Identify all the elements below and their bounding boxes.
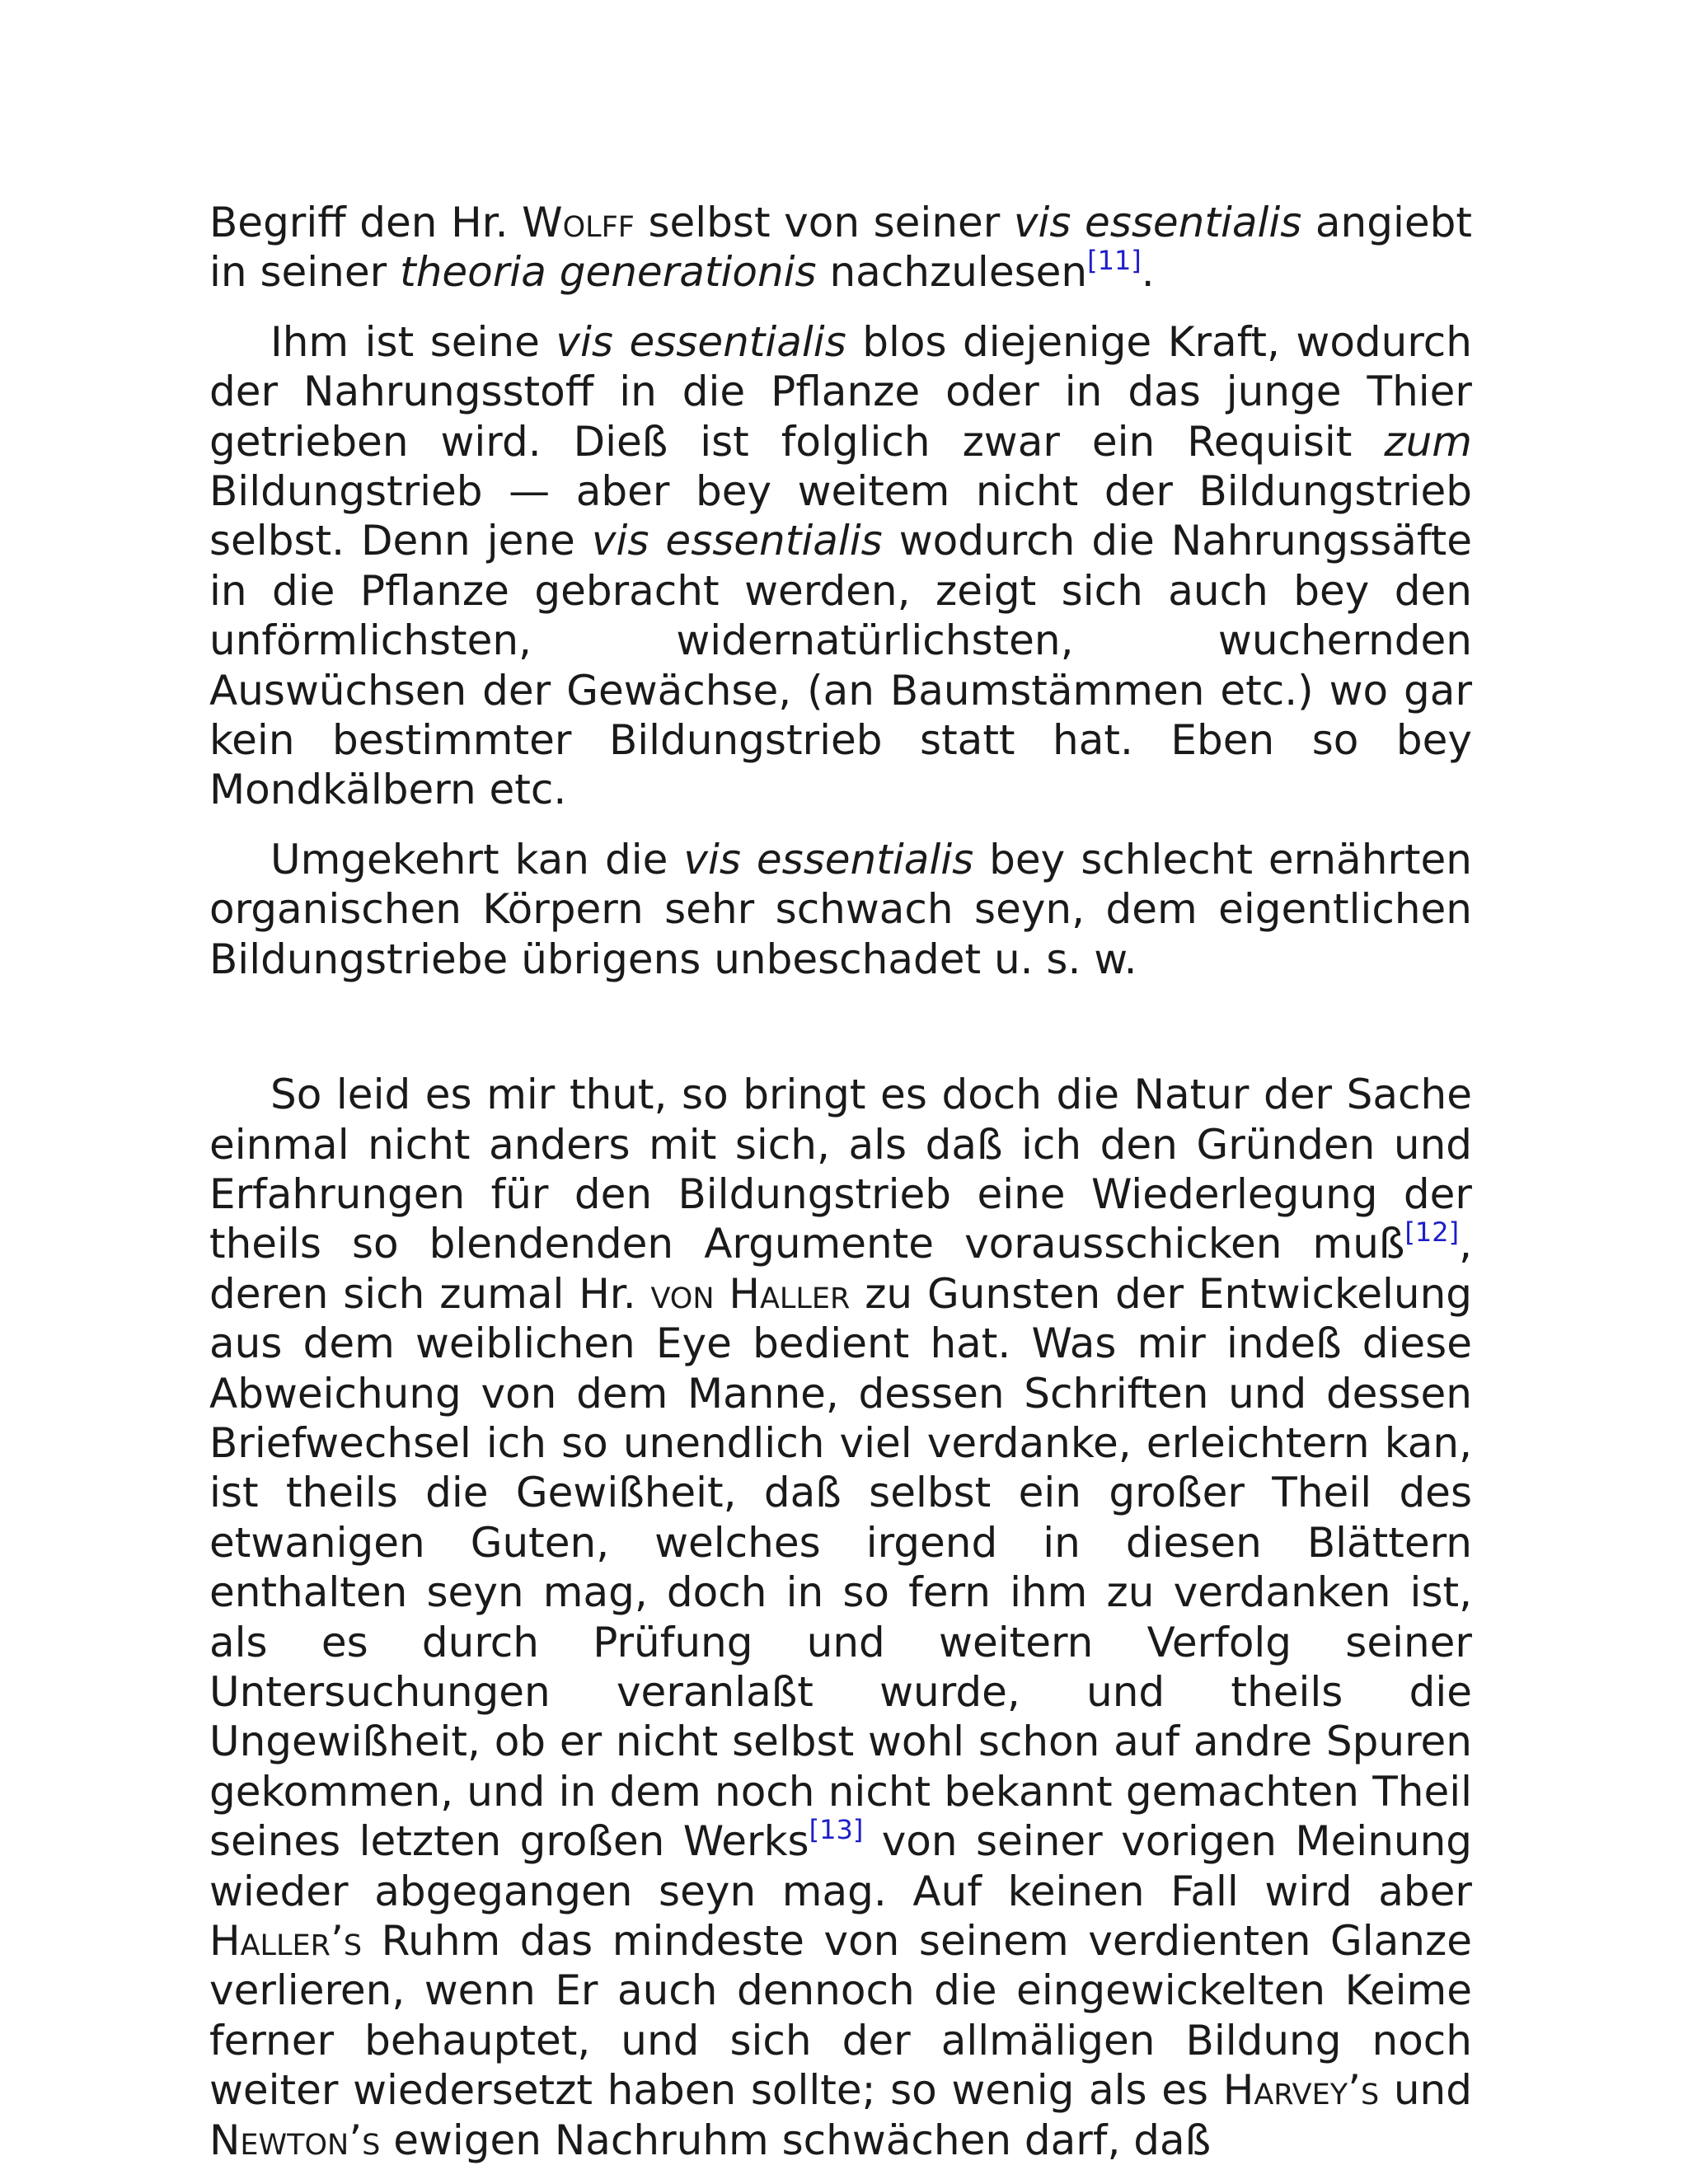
text-run: selbst von seiner (634, 199, 1014, 246)
text-run: Ihm ist seine (270, 317, 556, 366)
person-name: Haller’s (209, 1917, 363, 1965)
text-run: von seiner vorigen Meinung wieder abgegangen seyn mag. Auf keinen Fall wird aber (209, 1817, 1472, 1915)
text-run: blos diejenige Kraft, wodurch der Nahrungsstoff in die Pflanze oder in das junge Thier getrieben wird. Dieß ist folglich zwar ein Requisit (209, 317, 1472, 466)
paragraph-1 (209, 198, 1472, 298)
text-run: wodurch die Nahrungssäfte in die Pflanze gebracht werden, zeigt sich auch bey den unförmlichsten, widernatürlichsten, wuchernden Auswüchsen der Gewächse, (an Baumstämmen etc.) wo gar kein bestimmter Bildungstrieb statt hat. Eben so bey Mondkälbern etc. (209, 517, 1473, 814)
paragraph-2 (209, 317, 1472, 815)
italic-term: vis essentialis (683, 835, 974, 883)
text-run: angiebt in seiner (209, 199, 1472, 297)
footnote-link[interactable]: [13] (809, 1814, 864, 1846)
footnote-link[interactable]: [12] (1404, 1216, 1460, 1249)
paragraph-3 (209, 835, 1472, 984)
text-run: zu Gunsten der Entwickelung aus dem weiblichen Eye bedient hat. Was mir indeß diese Abweichung von dem Manne, dessen Schriften und dessen Briefwechsel ich so unendlich viel verdanke, erleichtern kan, ist theils die Gewißheit, daß selbst ein großer Theil des etwanigen Guten, welches irgend in diesen Blättern enthalten seyn mag, doch in so fern ihm zu verdanken ist, als es durch Prüfung und weitern Verfolg seiner Untersuchungen veranlaßt wurde, und theils die Ungewißheit, ob er nicht selbst wohl schon auf andre Spuren gekommen, und in dem noch nicht bekannt gemachten Theil seines letzten großen Werks (209, 1269, 1473, 1866)
paragraph-gap (209, 815, 1472, 835)
person-name: Newton’s (209, 2116, 381, 2164)
page-body (209, 198, 1472, 2165)
paragraph-4 (209, 1070, 1472, 2165)
text-run: bey schlecht ernährten organischen Körpern sehr schwach seyn, dem eigentlichen Bildungstriebe übrigens unbeschadet u. s. w. (209, 835, 1472, 983)
text-run: nachzulesen (816, 248, 1088, 297)
person-name: Harvey’s (1222, 2066, 1380, 2115)
paragraph-gap (209, 298, 1472, 317)
italic-term: theoria generationis (400, 248, 817, 297)
section-gap (209, 984, 1472, 1070)
text-run: ewigen Nachruhm schwächen darf, daß (380, 2116, 1212, 2164)
italic-term: vis essentialis (1013, 199, 1302, 246)
italic-term: vis essentialis (556, 317, 846, 366)
italic-term: vis essentialis (591, 517, 883, 565)
text-run: . (1141, 248, 1155, 297)
text-run: und (1379, 2066, 1472, 2115)
person-name: von Haller (650, 1269, 851, 1318)
person-name: Wolff (522, 199, 635, 246)
text-run: , deren sich zumal Hr. (209, 1220, 1472, 1318)
text-run: Begriff den Hr. (209, 199, 523, 246)
text-run: So leid es mir thut, so bringt es doch die Natur der Sache einmal nicht anders mit sich, als daß ich den Gründen und Erfahrungen für den Bildungstrieb eine Wiederlegung der theils so blendenden Argumente vorausschicken muß (209, 1071, 1472, 1268)
text-run: Ruhm das mindeste von seinem verdienten Glanze verlieren, wenn Er auch dennoch die eingewickelten Keime ferner behauptet, und sich der allmäligen Bildung noch weiter wiedersetzt haben sollte; so wenig als es (209, 1917, 1472, 2115)
text-run: Umgekehrt kan die (270, 835, 684, 883)
footnote-link[interactable]: [11] (1087, 245, 1142, 277)
italic-term: zum (1384, 417, 1472, 466)
text-run: Bildungstrieb — aber bey weitem nicht der Bildungstrieb selbst. Denn jene (209, 467, 1472, 565)
